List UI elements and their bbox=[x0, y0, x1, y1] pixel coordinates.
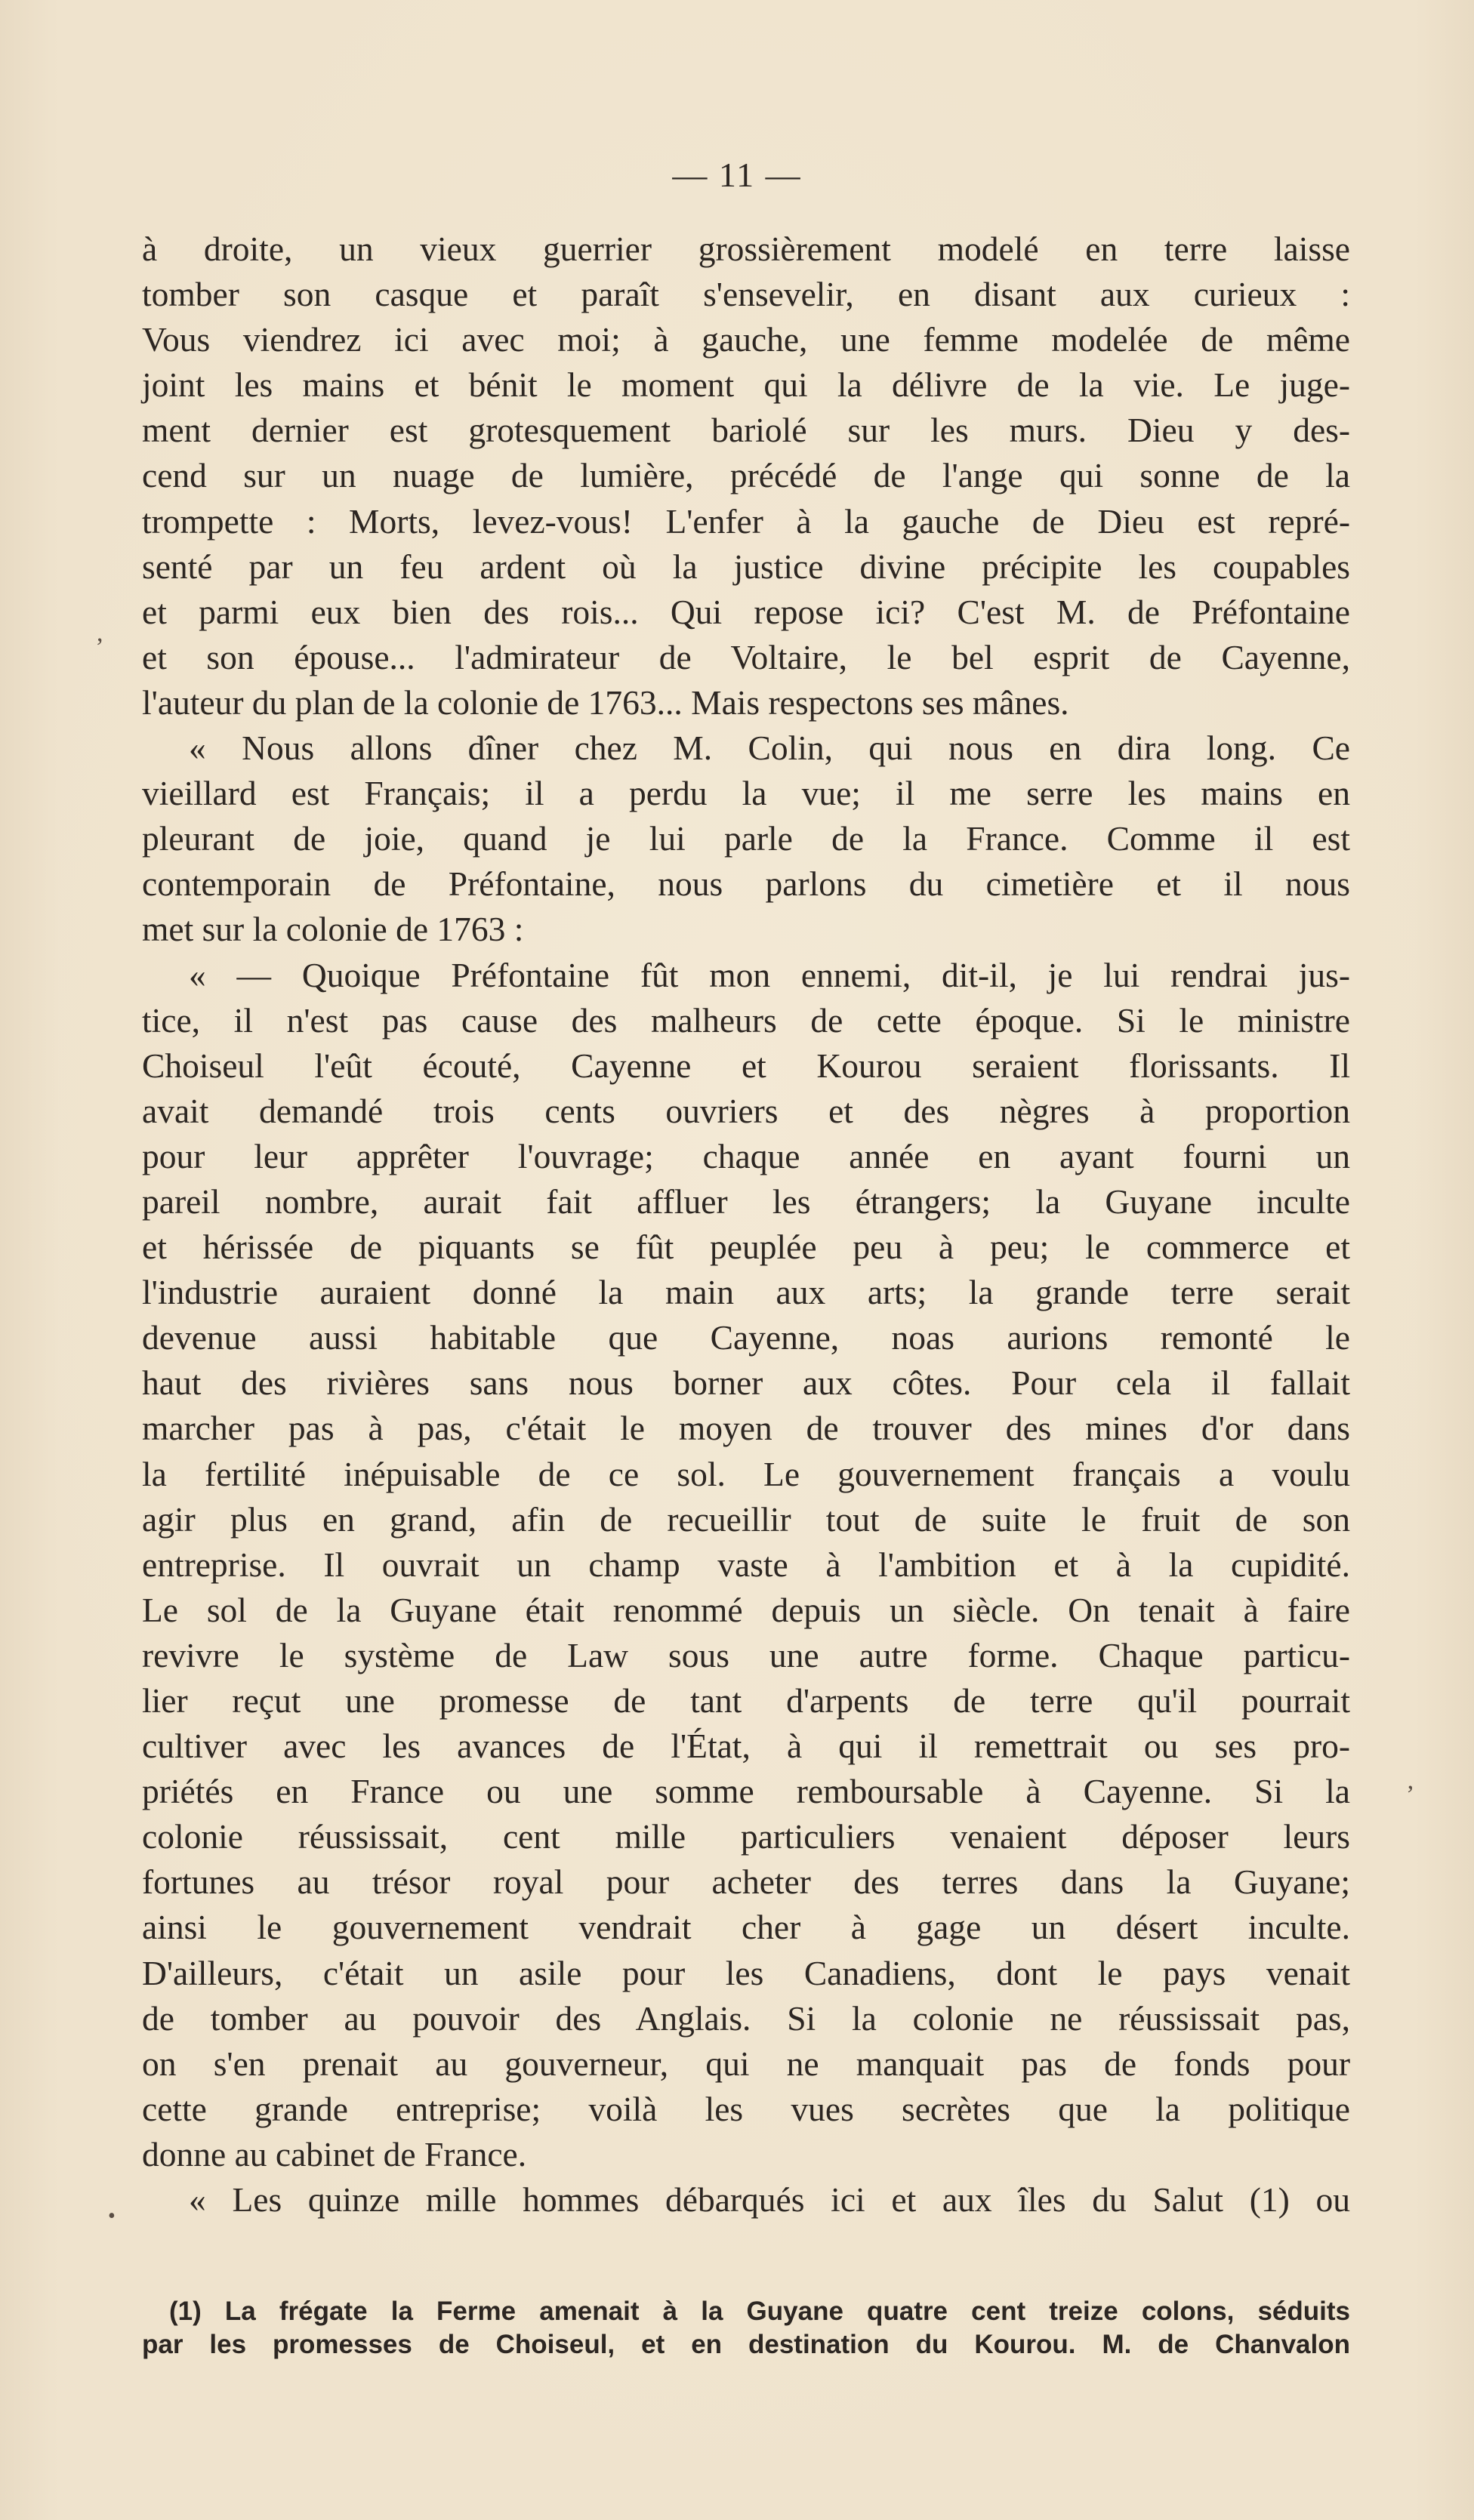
text-line: cultiver avec les avances de l'État, à qui il remettrait ou ses pro- bbox=[142, 1727, 1350, 1766]
text-line: cette grande entreprise; voilà les vues secrètes que la politique bbox=[142, 2089, 1350, 2128]
text-line: tomber son casque et paraît s'ensevelir, en disant aux curieux : bbox=[142, 275, 1350, 314]
text-line: entreprise. Il ouvrait un champ vaste à l'ambition et à la cupidité. bbox=[142, 1545, 1350, 1584]
margin-tick-mark: ‚ bbox=[1406, 1767, 1415, 1794]
text-line: l'industrie auraient donné la main aux arts; la grande terre serait bbox=[142, 1273, 1350, 1312]
text-line: devenue aussi habitable que Cayenne, noas aurions remonté le bbox=[142, 1318, 1350, 1357]
text-line: colonie réussissait, cent mille particuliers venaient déposer leurs bbox=[142, 1817, 1350, 1856]
text-line: la fertilité inépuisable de ce sol. Le gouvernement français a voulu bbox=[142, 1454, 1350, 1493]
text-line: l'auteur du plan de la colonie de 1763... Mais respectons ses mânes. bbox=[142, 682, 1069, 722]
text-line: priétés en France ou une somme remboursable à Cayenne. Si la bbox=[142, 1772, 1350, 1811]
text-line: fortunes au trésor royal pour acheter des terres dans la Guyane; bbox=[142, 1862, 1350, 1902]
text-line: haut des rivières sans nous borner aux côtes. Pour cela il fallait bbox=[142, 1363, 1350, 1403]
footnote-line: par les promesses de Choiseul, et en destination du Kourou. M. de Chanvalon bbox=[142, 2330, 1350, 2359]
text-line: joint les mains et bénit le moment qui la délivre de la vie. Le juge- bbox=[142, 365, 1350, 405]
text-line: lier reçut une promesse de tant d'arpents de terre qu'il pourrait bbox=[142, 1681, 1350, 1720]
text-line: senté par un feu ardent où la justice divine précipite les coupables bbox=[142, 547, 1350, 586]
footnote-line: (1) La frégate la Ferme amenait à la Guyane quatre cent treize colons, séduits bbox=[169, 2297, 1350, 2326]
text-line: pour leur apprêter l'ouvrage; chaque année en ayant fourni un bbox=[142, 1136, 1350, 1175]
text-line: on s'en prenait au gouverneur, qui ne manquait pas de fonds pour bbox=[142, 2044, 1350, 2083]
text-line: cend sur un nuage de lumière, précédé de l'ange qui sonne de la bbox=[142, 456, 1350, 495]
text-line: Le sol de la Guyane était renommé depuis un siècle. On tenait à faire bbox=[142, 1590, 1350, 1629]
text-line: donne au cabinet de France. bbox=[142, 2134, 527, 2173]
text-line: et hérissée de piquants se fût peuplée peu à peu; le commerce et bbox=[142, 1228, 1350, 1267]
text-line: contemporain de Préfontaine, nous parlons du cimetière et il nous bbox=[142, 864, 1350, 904]
body-text bbox=[142, 226, 1350, 2223]
text-line: revivre le système de Law sous une autre forme. Chaque particu- bbox=[142, 1635, 1350, 1674]
text-line: trompette : Morts, levez-vous! L'enfer à la gauche de Dieu est repré- bbox=[142, 501, 1350, 541]
page-number: — 11 — bbox=[672, 156, 802, 194]
text-line: et parmi eux bien des rois... Qui repose ici? C'est M. de Préfontaine bbox=[142, 592, 1350, 631]
text-line: avait demandé trois cents ouvriers et des nègres à proportion bbox=[142, 1091, 1350, 1130]
text-line: « Les quinze mille hommes débarqués ici et aux îles du Salut (1) ou bbox=[189, 2180, 1350, 2220]
text-line: à droite, un vieux guerrier grossièrement modelé en terre laisse bbox=[142, 230, 1350, 268]
text-line: vieillard est Français; il a perdu la vue; il me serre les mains en bbox=[142, 774, 1350, 813]
text-line: D'ailleurs, c'était un asile pour les Canadiens, dont le pays venait bbox=[142, 1953, 1350, 1992]
margin-dot-mark: • bbox=[108, 2204, 116, 2228]
text-line: Vous viendrez ici avec moi; à gauche, une femme modelée de même bbox=[142, 320, 1350, 359]
text-line: Choiseul l'eût écouté, Cayenne et Kourou seraient florissants. Il bbox=[142, 1046, 1350, 1085]
text-line: ment dernier est grotesquement bariolé sur les murs. Dieu y des- bbox=[142, 411, 1350, 450]
text-line: pleurant de joie, quand je lui parle de la France. Comme il est bbox=[142, 819, 1350, 858]
text-line: marcher pas à pas, c'était le moyen de trouver des mines d'or dans bbox=[142, 1409, 1350, 1448]
text-line: agir plus en grand, afin de recueillir tout de suite le fruit de son bbox=[142, 1499, 1350, 1539]
footnote bbox=[142, 2295, 1350, 2361]
margin-comma-mark: , bbox=[97, 619, 103, 647]
text-line: ainsi le gouvernement vendrait cher à gage un désert inculte. bbox=[142, 1908, 1350, 1947]
text-line: et son épouse... l'admirateur de Voltaire, le bel esprit de Cayenne, bbox=[142, 637, 1350, 676]
text-line: « Nous allons dîner chez M. Colin, qui nous en dira long. Ce bbox=[189, 729, 1350, 768]
text-line: tice, il n'est pas cause des malheurs de cette époque. Si le ministre bbox=[142, 1000, 1350, 1040]
text-line: pareil nombre, aurait fait affluer les étrangers; la Guyane inculte bbox=[142, 1181, 1350, 1221]
text-line: de tomber au pouvoir des Anglais. Si la colonie ne réussissait pas, bbox=[142, 1998, 1350, 2038]
text-line: met sur la colonie de 1763 : bbox=[142, 910, 524, 949]
text-line: « — Quoique Préfontaine fût mon ennemi, dit-il, je lui rendrai jus- bbox=[189, 955, 1350, 994]
